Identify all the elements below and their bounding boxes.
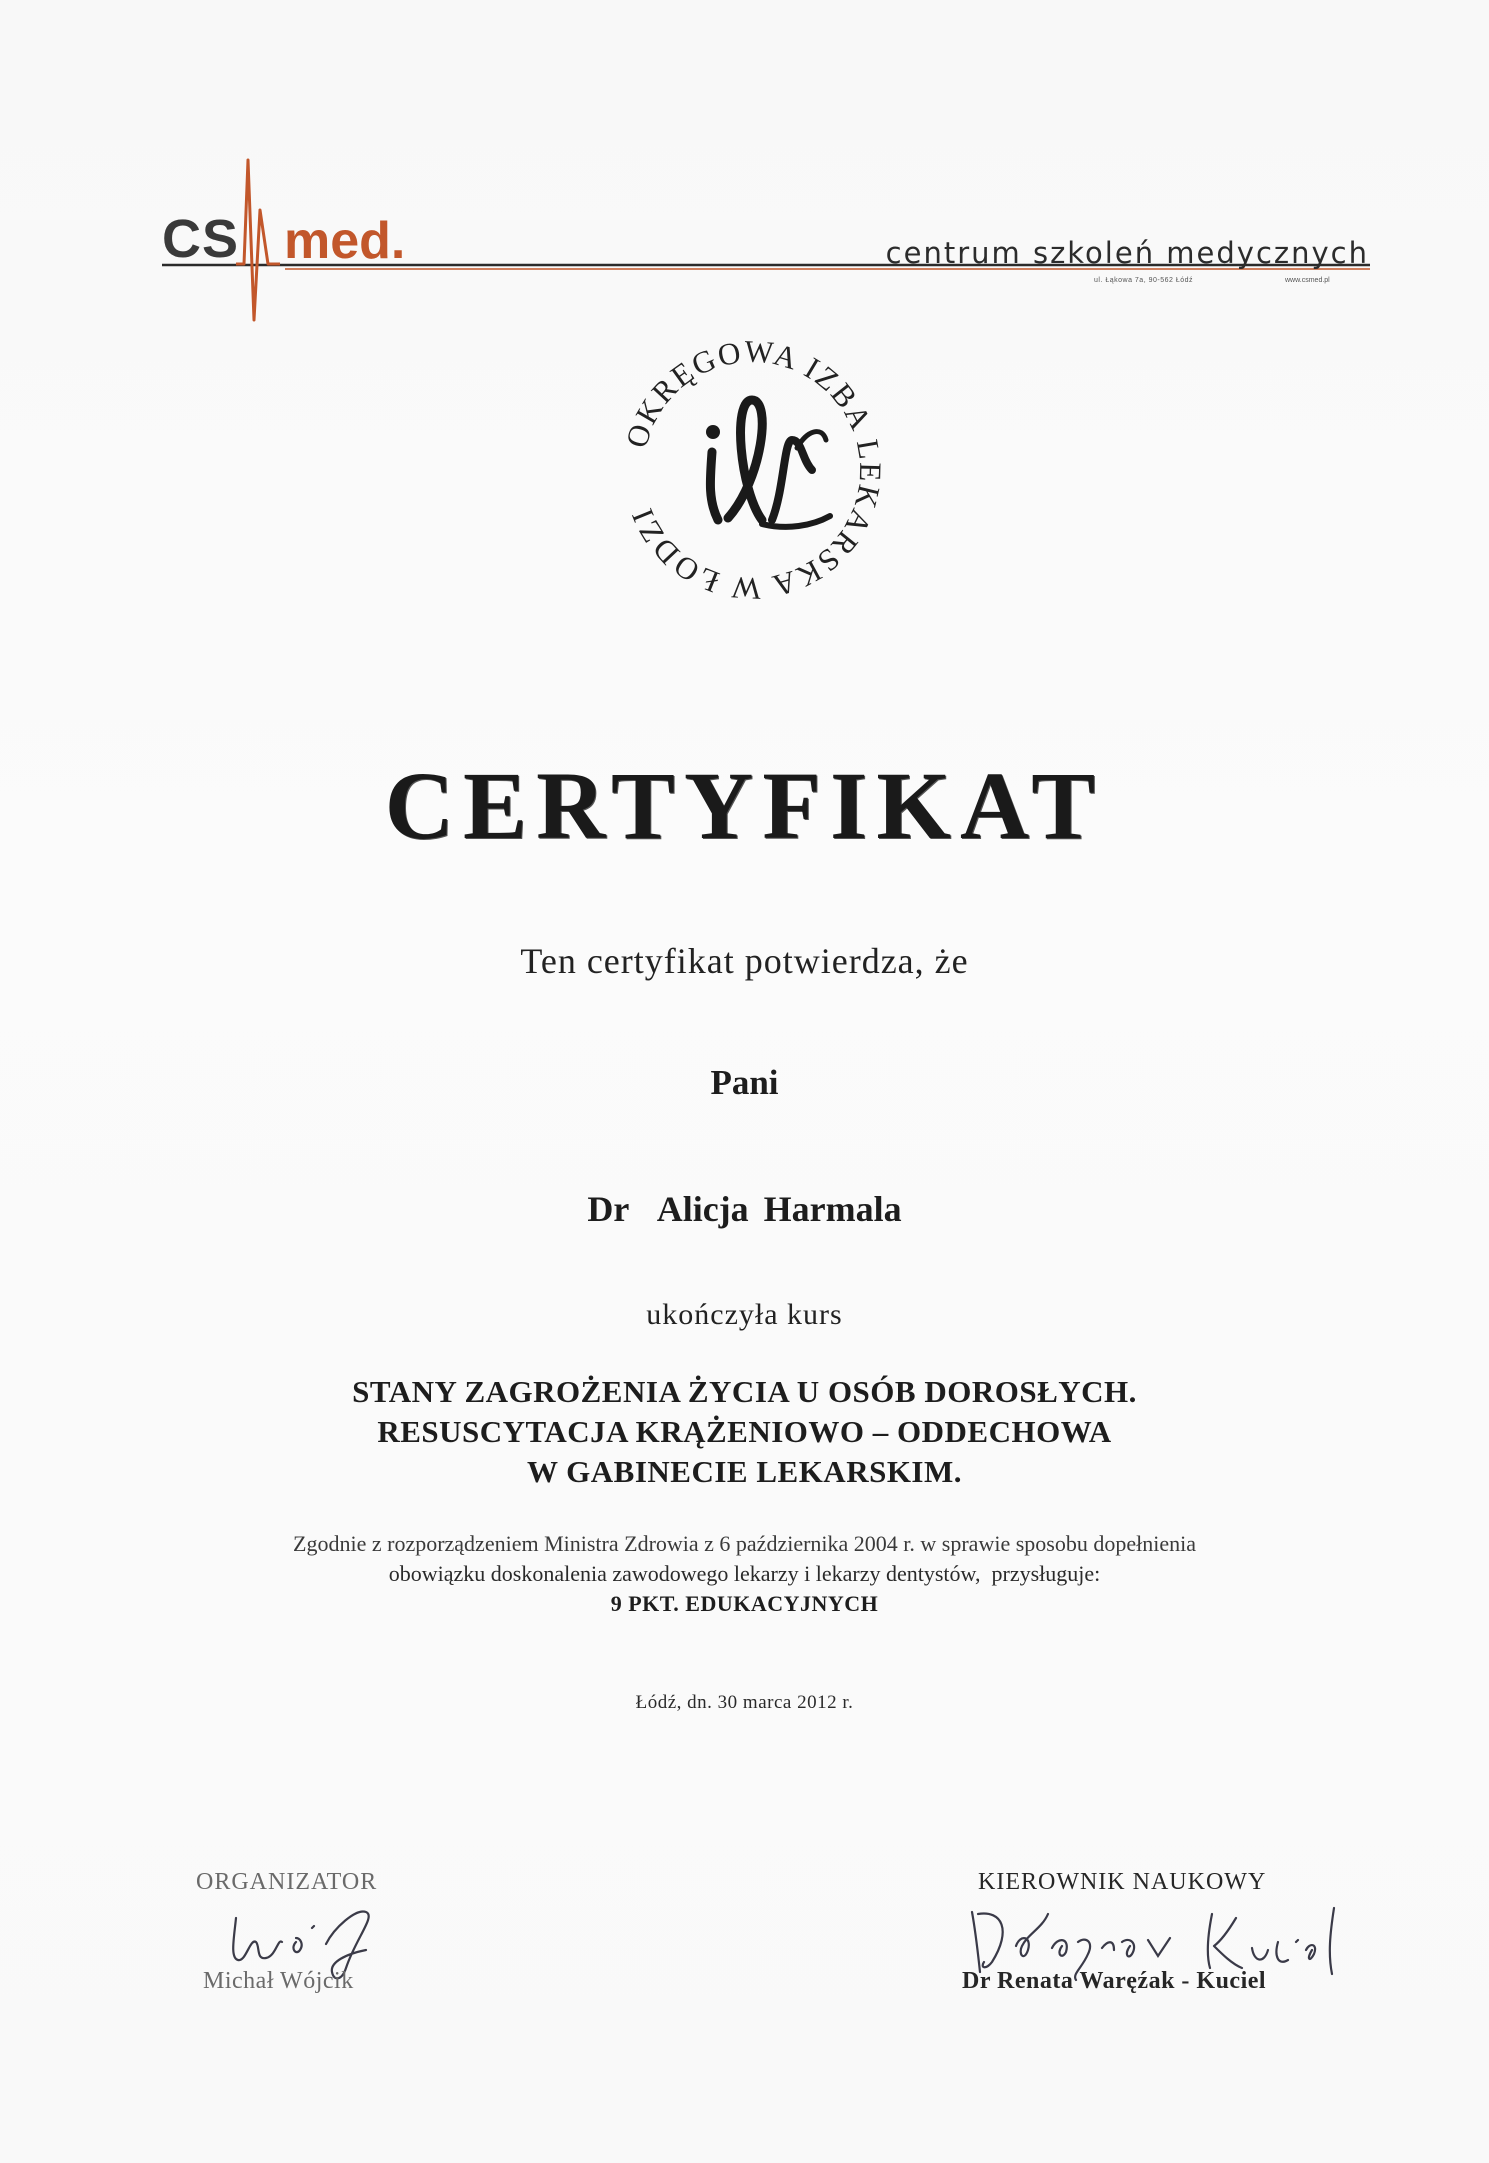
- legal-basis: [0, 1529, 1489, 1619]
- logo-cs-text: CS: [162, 209, 240, 269]
- header-website: www.csmed.pl: [1285, 277, 1330, 284]
- header-tagline: centrum szkoleń medycznych: [885, 236, 1369, 270]
- course-title-line: STANY ZAGROŻENIA ŻYCIA U OSÓB DOROSŁYCH.: [352, 1374, 1137, 1409]
- logo-med-text: med.: [284, 212, 406, 270]
- seal-monogram: [706, 400, 830, 527]
- organizer-name: Michał Wójcik: [203, 1968, 354, 1994]
- organizer-label: ORGANIZATOR: [196, 1869, 378, 1895]
- recipient-name: Dr Alicja Harmala: [587, 1189, 902, 1229]
- place-and-date: Łódź, dn. 30 marca 2012 r.: [635, 1692, 854, 1713]
- recipient-salutation: Pani: [710, 1063, 779, 1102]
- legal-basis-line: obowiązku doskonalenia zawodowego lekarzy i lekarzy dentystów, przysługuje:: [388, 1561, 1101, 1586]
- certificate-intro: Ten certyfikat potwierdza, że: [520, 941, 969, 981]
- education-points: 9 PKT. EDUKACYJNYCH: [610, 1591, 879, 1616]
- seal-ring-text: OKRĘGOWA IZBA LEKARSKA W ŁODZI: [618, 333, 889, 607]
- header-address: ul. Łąkowa 7a, 90-562 Łódź: [1094, 277, 1194, 284]
- course-title-line: RESUSCYTACJA KRĄŻENIOWO – ODDECHOWA: [377, 1414, 1112, 1449]
- course-title: [0, 1372, 1489, 1492]
- scientific-director-label: KIEROWNIK NAUKOWY: [978, 1869, 1267, 1895]
- course-title-line: W GABINECIE LEKARSKIM.: [526, 1454, 963, 1489]
- scientific-director-name: Dr Renata Waręźak - Kuciel: [962, 1968, 1267, 1994]
- heartbeat-icon: [236, 160, 280, 320]
- medical-chamber-seal-icon: [612, 330, 892, 610]
- certificate-title: CERTYFIKAT: [384, 752, 1105, 859]
- legal-basis-line: Zgodnie z rozporządzeniem Ministra Zdrowia z 6 października 2004 r. w sprawie sposobu dopełnienia: [293, 1531, 1196, 1556]
- completed-course-text: ukończyła kurs: [646, 1298, 843, 1331]
